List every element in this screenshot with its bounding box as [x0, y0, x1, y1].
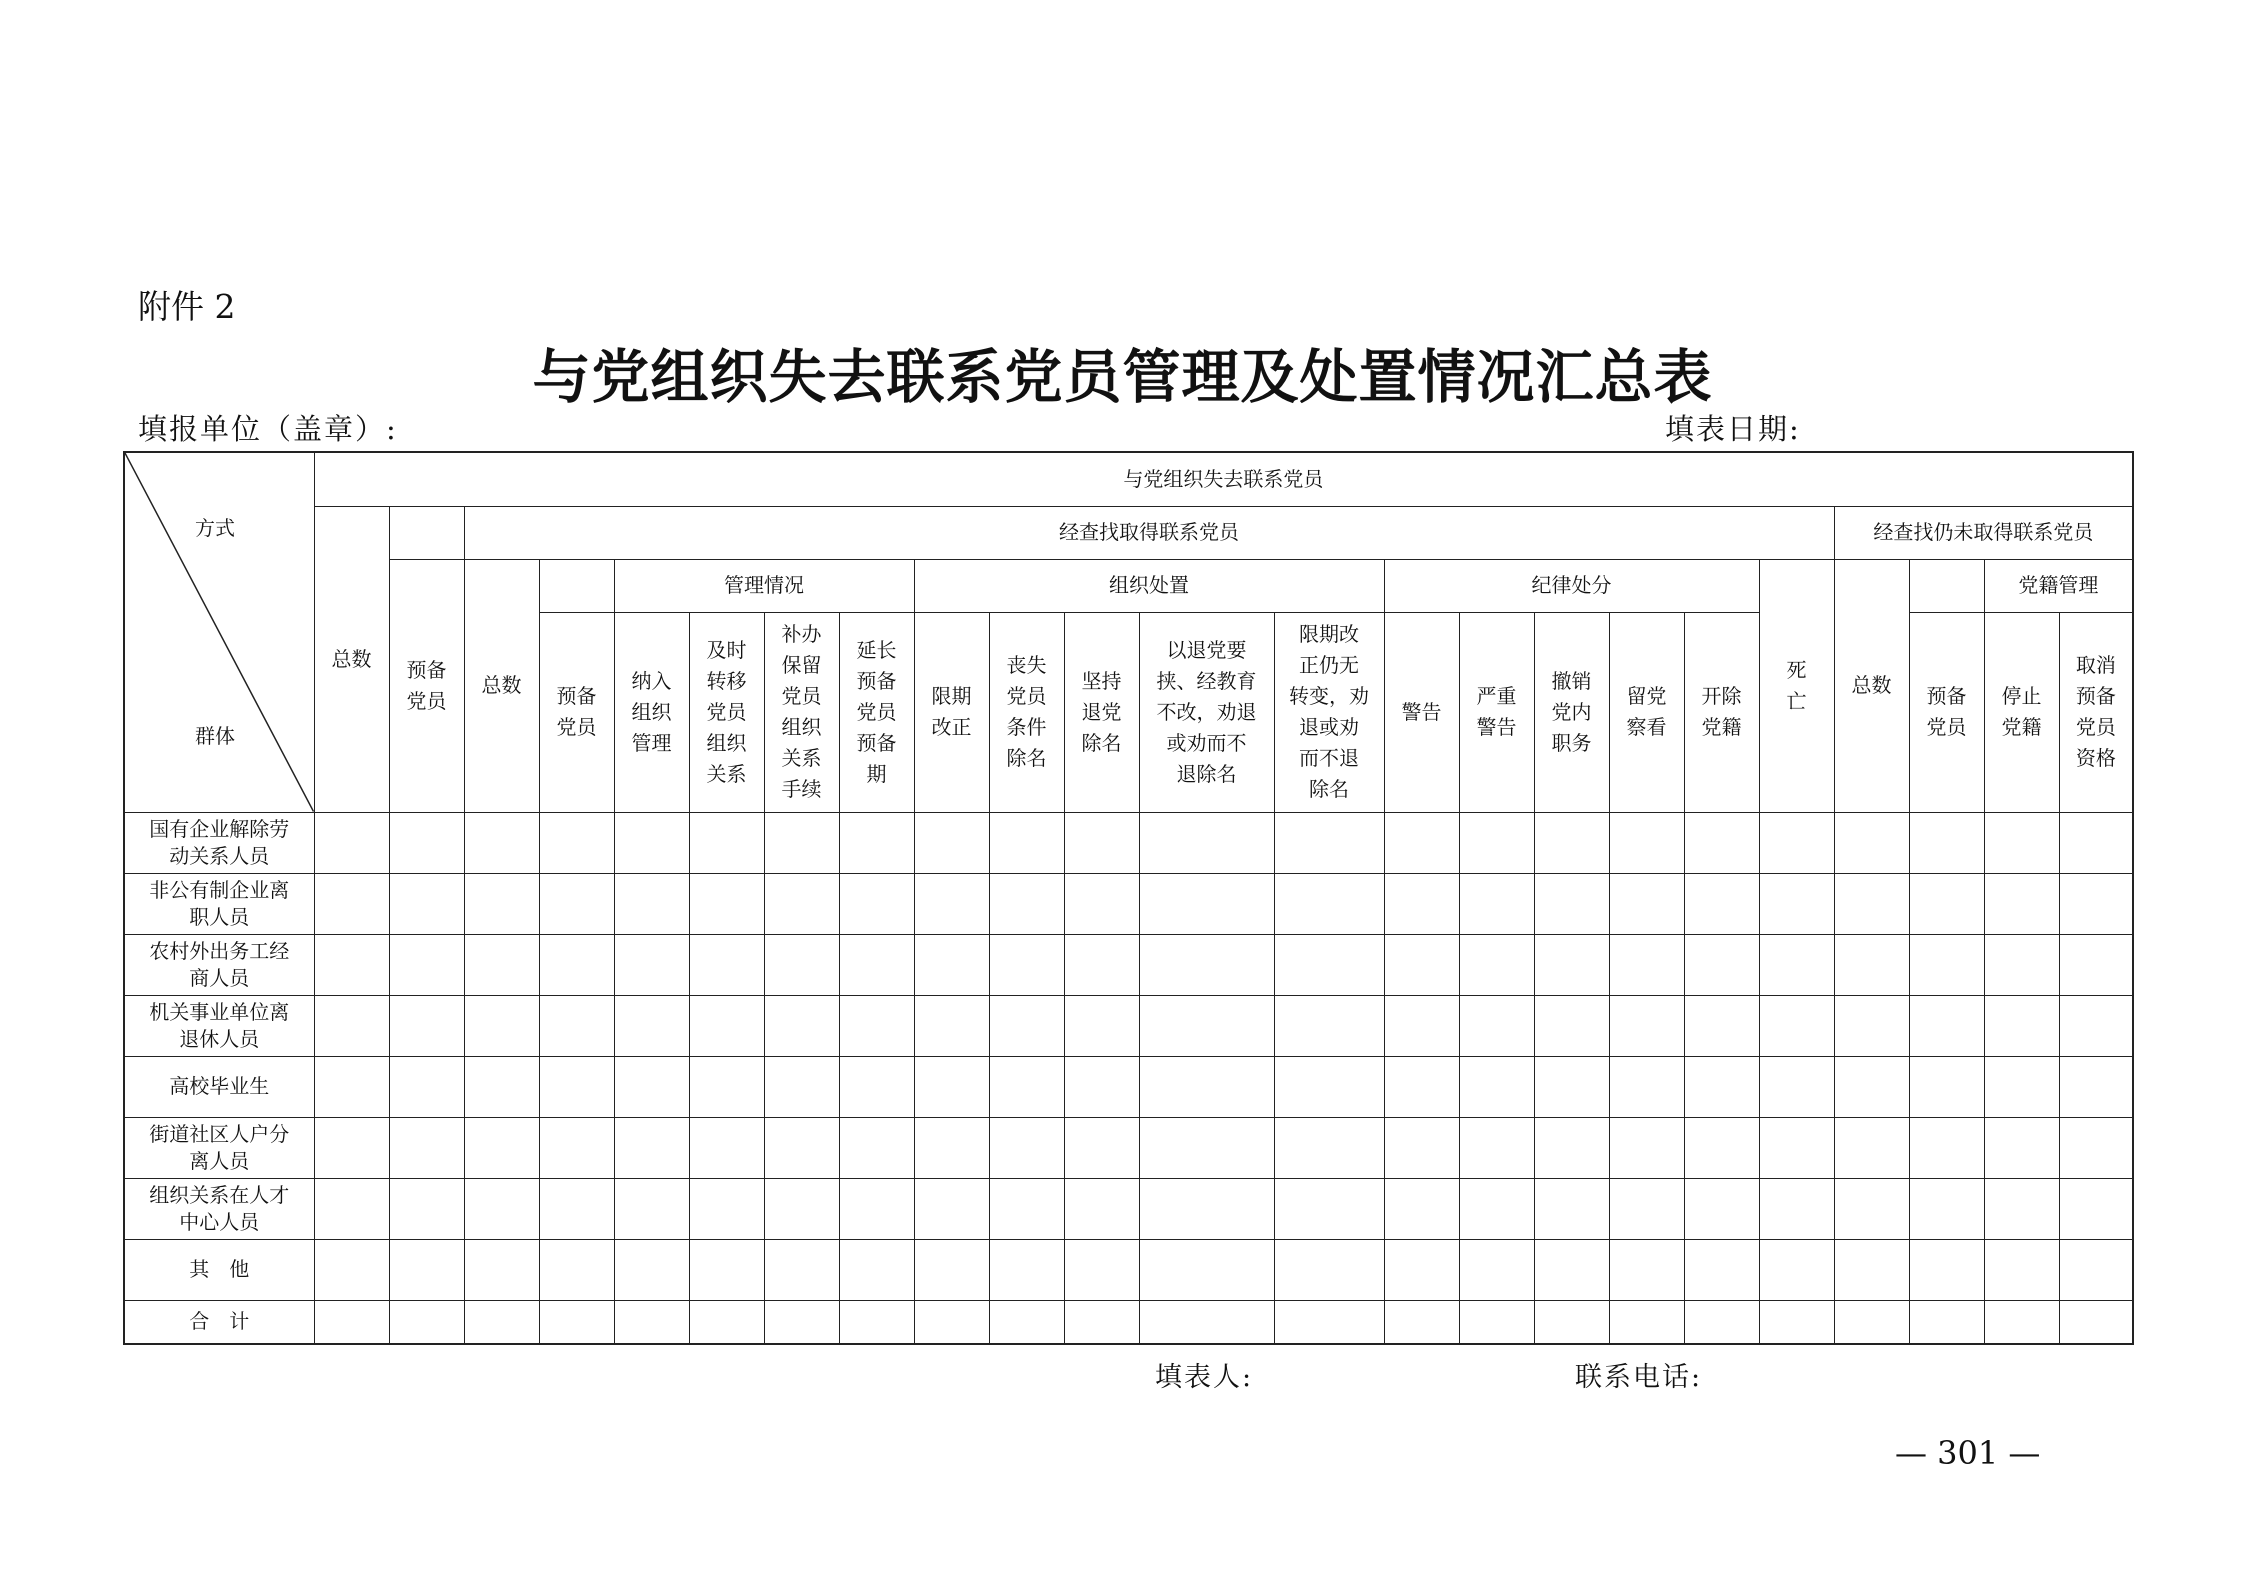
data-cell[interactable]	[1684, 1178, 1759, 1239]
data-cell[interactable]	[1139, 1117, 1274, 1178]
data-cell[interactable]	[1609, 1056, 1684, 1117]
data-cell[interactable]	[1609, 812, 1684, 873]
header-discipline-col: 开除 党籍	[1684, 612, 1759, 812]
data-cell[interactable]	[989, 1056, 1064, 1117]
data-cell[interactable]	[1684, 934, 1759, 995]
data-cell[interactable]	[1759, 1056, 1834, 1117]
document-title: 与党组织失去联系党员管理及处置情况汇总表	[532, 343, 1713, 411]
header-discipline-col: 严重 警告	[1459, 612, 1534, 812]
header-membership-col: 停止 党籍	[1984, 612, 2059, 812]
data-cell[interactable]	[1139, 934, 1274, 995]
data-cell[interactable]	[1139, 995, 1274, 1056]
data-cell[interactable]	[1909, 934, 1984, 995]
data-cell[interactable]	[1984, 873, 2059, 934]
data-cell[interactable]	[989, 1117, 1064, 1178]
header-blank	[539, 559, 614, 612]
data-cell[interactable]	[1384, 995, 1459, 1056]
row-label: 非公有制企业离 职人员	[124, 873, 314, 934]
data-cell[interactable]	[1384, 1300, 1459, 1344]
table-row	[124, 1117, 2133, 1178]
header-org-col: 限期改 正仍无 转变，劝 退或劝 而不退 除名	[1274, 612, 1384, 812]
summary-table	[123, 451, 2134, 1345]
data-cell[interactable]	[989, 995, 1064, 1056]
fill-date-label: 填表日期:	[1665, 412, 1801, 446]
data-cell[interactable]	[1534, 1056, 1609, 1117]
data-cell[interactable]	[1684, 812, 1759, 873]
header-found-members: 经查找取得联系党员	[464, 506, 1834, 559]
table-row	[124, 1239, 2133, 1300]
data-cell[interactable]	[764, 1300, 839, 1344]
data-cell[interactable]	[1534, 873, 1609, 934]
summary-table-container	[123, 451, 2127, 1342]
data-cell[interactable]	[1274, 1300, 1384, 1344]
data-cell[interactable]	[464, 873, 539, 934]
table-body	[124, 812, 2133, 1344]
filler-label: 填表人:	[1155, 1362, 1254, 1393]
data-cell[interactable]	[314, 1239, 389, 1300]
data-cell[interactable]	[1139, 1239, 1274, 1300]
data-cell[interactable]	[1139, 812, 1274, 873]
header-mgmt-col: 补办 保留 党员 组织 关系 手续	[764, 612, 839, 812]
data-cell[interactable]	[2059, 1239, 2133, 1300]
data-cell[interactable]	[1534, 1300, 1609, 1344]
data-cell[interactable]	[914, 1239, 989, 1300]
data-cell[interactable]	[1064, 1117, 1139, 1178]
data-cell[interactable]	[1984, 1300, 2059, 1344]
data-cell[interactable]	[689, 1056, 764, 1117]
data-cell[interactable]	[1064, 1178, 1139, 1239]
data-cell[interactable]	[1984, 1056, 2059, 1117]
data-cell[interactable]	[839, 995, 914, 1056]
data-cell[interactable]	[389, 812, 464, 873]
data-cell[interactable]	[839, 1117, 914, 1178]
data-cell[interactable]	[1274, 1117, 1384, 1178]
table-row	[124, 1178, 2133, 1239]
data-cell[interactable]	[539, 1178, 614, 1239]
header-mgmt-col: 及时 转移 党员 组织 关系	[689, 612, 764, 812]
row-label: 街道社区人户分 离人员	[124, 1117, 314, 1178]
data-cell[interactable]	[1384, 934, 1459, 995]
data-cell[interactable]	[1139, 1178, 1274, 1239]
data-cell[interactable]	[1064, 1300, 1139, 1344]
data-cell[interactable]	[2059, 1300, 2133, 1344]
header-mgmt-col: 延长 预备 党员 预备 期	[839, 612, 914, 812]
data-cell[interactable]	[389, 1178, 464, 1239]
data-cell[interactable]	[1909, 1056, 1984, 1117]
data-cell[interactable]	[614, 995, 689, 1056]
data-cell[interactable]	[1384, 873, 1459, 934]
data-cell[interactable]	[839, 873, 914, 934]
data-cell[interactable]	[764, 873, 839, 934]
data-cell[interactable]	[389, 873, 464, 934]
data-cell[interactable]	[614, 812, 689, 873]
data-cell[interactable]	[389, 1056, 464, 1117]
data-cell[interactable]	[914, 1056, 989, 1117]
data-cell[interactable]	[1459, 995, 1534, 1056]
phone-label: 联系电话:	[1575, 1362, 1703, 1393]
data-cell[interactable]	[1274, 812, 1384, 873]
data-cell[interactable]	[539, 873, 614, 934]
data-cell[interactable]	[689, 1117, 764, 1178]
data-cell[interactable]	[1274, 1178, 1384, 1239]
data-cell[interactable]	[1909, 812, 1984, 873]
table-row	[124, 873, 2133, 934]
data-cell[interactable]	[539, 1300, 614, 1344]
table-row	[124, 934, 2133, 995]
data-cell[interactable]	[1274, 873, 1384, 934]
data-cell[interactable]	[689, 1178, 764, 1239]
data-cell[interactable]	[1984, 1178, 2059, 1239]
data-cell[interactable]	[1274, 1056, 1384, 1117]
data-cell[interactable]	[389, 1300, 464, 1344]
data-cell[interactable]	[1064, 1056, 1139, 1117]
data-cell[interactable]	[314, 1300, 389, 1344]
header-blank	[1909, 559, 1984, 612]
data-cell[interactable]	[689, 995, 764, 1056]
data-cell[interactable]	[314, 873, 389, 934]
data-cell[interactable]	[689, 934, 764, 995]
row-label: 国有企业解除劳 动关系人员	[124, 812, 314, 873]
row-label: 农村外出务工经 商人员	[124, 934, 314, 995]
data-cell[interactable]	[914, 1178, 989, 1239]
data-cell[interactable]	[539, 1239, 614, 1300]
corner-method-label: 方式	[195, 516, 235, 540]
data-cell[interactable]	[1139, 1056, 1274, 1117]
data-cell[interactable]	[1759, 1178, 1834, 1239]
data-cell[interactable]	[1909, 1117, 1984, 1178]
data-cell[interactable]	[914, 934, 989, 995]
data-cell[interactable]	[464, 1056, 539, 1117]
row-label: 组织关系在人才 中心人员	[124, 1178, 314, 1239]
header-found-total: 总数	[464, 559, 539, 812]
header-org-disposal: 组织处置	[914, 559, 1384, 612]
data-cell[interactable]	[314, 1056, 389, 1117]
data-cell[interactable]	[914, 812, 989, 873]
data-cell[interactable]	[1834, 812, 1909, 873]
data-cell[interactable]	[389, 1239, 464, 1300]
data-cell[interactable]	[1609, 1117, 1684, 1178]
data-cell[interactable]	[764, 934, 839, 995]
data-cell[interactable]	[1274, 1239, 1384, 1300]
corner-header-cell	[124, 452, 314, 812]
header-discipline-col: 留党 察看	[1609, 612, 1684, 812]
data-cell[interactable]	[1534, 1239, 1609, 1300]
data-cell[interactable]	[1834, 934, 1909, 995]
data-cell[interactable]	[1684, 995, 1759, 1056]
data-cell[interactable]	[1834, 873, 1909, 934]
data-cell[interactable]	[764, 995, 839, 1056]
data-cell[interactable]	[914, 995, 989, 1056]
data-cell[interactable]	[1139, 1300, 1274, 1344]
data-cell[interactable]	[1684, 873, 1759, 934]
data-cell[interactable]	[1984, 995, 2059, 1056]
data-cell[interactable]	[2059, 812, 2133, 873]
corner-diagonal-line	[125, 453, 314, 812]
data-cell[interactable]	[989, 934, 1064, 995]
data-cell[interactable]	[1834, 1056, 1909, 1117]
data-cell[interactable]	[464, 1117, 539, 1178]
data-cell[interactable]	[1759, 1300, 1834, 1344]
data-cell[interactable]	[2059, 873, 2133, 934]
header-not-found-members: 经查找仍未取得联系党员	[1834, 506, 2133, 559]
row-label: 其 他	[124, 1239, 314, 1300]
data-cell[interactable]	[914, 1117, 989, 1178]
data-cell[interactable]	[314, 1178, 389, 1239]
data-cell[interactable]	[2059, 1178, 2133, 1239]
data-cell[interactable]	[914, 1300, 989, 1344]
data-cell[interactable]	[1984, 1117, 2059, 1178]
data-cell[interactable]	[1759, 995, 1834, 1056]
data-cell[interactable]	[1534, 934, 1609, 995]
header-not-found-total: 总数	[1834, 559, 1909, 812]
data-cell[interactable]	[614, 934, 689, 995]
data-cell[interactable]	[1609, 1239, 1684, 1300]
data-cell[interactable]	[839, 1239, 914, 1300]
page-number: — 301 —	[1895, 1434, 2041, 1472]
data-cell[interactable]	[1684, 1117, 1759, 1178]
header-death: 死 亡	[1759, 559, 1834, 812]
data-cell[interactable]	[1384, 812, 1459, 873]
header-lost-contact-members: 与党组织失去联系党员	[314, 452, 2133, 506]
data-cell[interactable]	[614, 1178, 689, 1239]
data-cell[interactable]	[689, 812, 764, 873]
data-cell[interactable]	[1459, 1117, 1534, 1178]
header-management: 管理情况	[614, 559, 914, 612]
row-label: 机关事业单位离 退休人员	[124, 995, 314, 1056]
table-row	[124, 1300, 2133, 1344]
data-cell[interactable]	[1609, 1178, 1684, 1239]
data-cell[interactable]	[1139, 873, 1274, 934]
data-cell[interactable]	[614, 1239, 689, 1300]
data-cell[interactable]	[464, 1300, 539, 1344]
data-cell[interactable]	[1909, 1300, 1984, 1344]
data-cell[interactable]	[1064, 995, 1139, 1056]
header-membership-col: 预备 党员	[1909, 612, 1984, 812]
table-row	[124, 812, 2133, 873]
data-cell[interactable]	[839, 1300, 914, 1344]
header-org-col: 以退党要 挟、经教育 不改，劝退 或劝而不 退除名	[1139, 612, 1274, 812]
data-cell[interactable]	[1534, 1178, 1609, 1239]
header-probationary: 预备 党员	[389, 559, 464, 812]
data-cell[interactable]	[1759, 1239, 1834, 1300]
table-row	[124, 1056, 2133, 1117]
data-cell[interactable]	[1459, 812, 1534, 873]
data-cell[interactable]	[614, 1056, 689, 1117]
data-cell[interactable]	[839, 1178, 914, 1239]
data-cell[interactable]	[1274, 934, 1384, 995]
data-cell[interactable]	[614, 873, 689, 934]
data-cell[interactable]	[389, 934, 464, 995]
data-cell[interactable]	[389, 1117, 464, 1178]
data-cell[interactable]	[539, 812, 614, 873]
data-cell[interactable]	[1834, 1300, 1909, 1344]
data-cell[interactable]	[839, 934, 914, 995]
data-cell[interactable]	[1459, 1239, 1534, 1300]
data-cell[interactable]	[1834, 1178, 1909, 1239]
data-cell[interactable]	[839, 1056, 914, 1117]
data-cell[interactable]	[1609, 934, 1684, 995]
data-cell[interactable]	[1609, 995, 1684, 1056]
data-cell[interactable]	[539, 1056, 614, 1117]
data-cell[interactable]	[464, 995, 539, 1056]
data-cell[interactable]	[689, 1239, 764, 1300]
header-discipline-col: 警告	[1384, 612, 1459, 812]
data-cell[interactable]	[1834, 1239, 1909, 1300]
data-cell[interactable]	[464, 812, 539, 873]
data-cell[interactable]	[1984, 1239, 2059, 1300]
data-cell[interactable]	[764, 1117, 839, 1178]
data-cell[interactable]	[689, 873, 764, 934]
data-cell[interactable]	[1384, 1178, 1459, 1239]
row-label: 合 计	[124, 1300, 314, 1344]
data-cell[interactable]	[1064, 934, 1139, 995]
data-cell[interactable]	[689, 1300, 764, 1344]
header-discipline: 纪律处分	[1384, 559, 1759, 612]
data-cell[interactable]	[2059, 1056, 2133, 1117]
data-cell[interactable]	[1684, 1056, 1759, 1117]
data-cell[interactable]	[1459, 873, 1534, 934]
data-cell[interactable]	[1459, 1178, 1534, 1239]
data-cell[interactable]	[764, 1178, 839, 1239]
data-cell[interactable]	[1609, 873, 1684, 934]
data-cell[interactable]	[989, 1178, 1064, 1239]
header-org-col: 坚持 退党 除名	[1064, 612, 1139, 812]
data-cell[interactable]	[314, 812, 389, 873]
header-membership-management: 党籍管理	[1984, 559, 2133, 612]
data-cell[interactable]	[1534, 812, 1609, 873]
fill-unit-label: 填报单位（盖章）:	[138, 412, 398, 446]
data-cell[interactable]	[989, 1239, 1064, 1300]
data-cell[interactable]	[1759, 812, 1834, 873]
data-cell[interactable]	[1909, 873, 1984, 934]
data-cell[interactable]	[1909, 995, 1984, 1056]
header-membership-col: 取消 预备 党员 资格	[2059, 612, 2133, 812]
data-cell[interactable]	[314, 1117, 389, 1178]
data-cell[interactable]	[1984, 934, 2059, 995]
header-org-col: 丧失 党员 条件 除名	[989, 612, 1064, 812]
data-cell[interactable]	[614, 1300, 689, 1344]
data-cell[interactable]	[764, 1239, 839, 1300]
data-cell[interactable]	[1834, 995, 1909, 1056]
data-cell[interactable]	[989, 1300, 1064, 1344]
data-cell[interactable]	[989, 873, 1064, 934]
attachment-label: 附件 2	[138, 287, 236, 326]
data-cell[interactable]	[539, 1117, 614, 1178]
data-cell[interactable]	[764, 812, 839, 873]
data-cell[interactable]	[1684, 1239, 1759, 1300]
data-cell[interactable]	[1064, 873, 1139, 934]
header-mgmt-col: 纳入 组织 管理	[614, 612, 689, 812]
header-blank	[389, 506, 464, 559]
data-cell[interactable]	[464, 1178, 539, 1239]
header-discipline-col: 撤销 党内 职务	[1534, 612, 1609, 812]
data-cell[interactable]	[1064, 1239, 1139, 1300]
data-cell[interactable]	[1384, 1117, 1459, 1178]
data-cell[interactable]	[764, 1056, 839, 1117]
corner-group-label: 群体	[195, 724, 235, 748]
data-cell[interactable]	[1909, 1178, 1984, 1239]
header-total: 总数	[314, 506, 389, 812]
data-cell[interactable]	[314, 995, 389, 1056]
data-cell[interactable]	[1459, 1056, 1534, 1117]
data-cell[interactable]	[314, 934, 389, 995]
data-cell[interactable]	[389, 995, 464, 1056]
header-found-probationary: 预备 党员	[539, 612, 614, 812]
data-cell[interactable]	[839, 812, 914, 873]
data-cell[interactable]	[1759, 934, 1834, 995]
data-cell[interactable]	[539, 995, 614, 1056]
data-cell[interactable]	[614, 1117, 689, 1178]
data-cell[interactable]	[1684, 1300, 1759, 1344]
data-cell[interactable]	[1984, 812, 2059, 873]
data-cell[interactable]	[1384, 1239, 1459, 1300]
data-cell[interactable]	[1459, 1300, 1534, 1344]
header-org-col: 限期 改正	[914, 612, 989, 812]
data-cell[interactable]	[2059, 1117, 2133, 1178]
table-row	[124, 995, 2133, 1056]
data-cell[interactable]	[1909, 1239, 1984, 1300]
data-cell[interactable]	[1759, 873, 1834, 934]
data-cell[interactable]	[1609, 1300, 1684, 1344]
data-cell[interactable]	[1064, 812, 1139, 873]
data-cell[interactable]	[464, 1239, 539, 1300]
data-cell[interactable]	[539, 934, 614, 995]
data-cell[interactable]	[1384, 1056, 1459, 1117]
data-cell[interactable]	[1834, 1117, 1909, 1178]
data-cell[interactable]	[1459, 934, 1534, 995]
data-cell[interactable]	[464, 934, 539, 995]
row-label: 高校毕业生	[124, 1056, 314, 1117]
data-cell[interactable]	[989, 812, 1064, 873]
data-cell[interactable]	[1534, 1117, 1609, 1178]
data-cell[interactable]	[1274, 995, 1384, 1056]
data-cell[interactable]	[1534, 995, 1609, 1056]
data-cell[interactable]	[2059, 934, 2133, 995]
data-cell[interactable]	[2059, 995, 2133, 1056]
data-cell[interactable]	[914, 873, 989, 934]
data-cell[interactable]	[1759, 1117, 1834, 1178]
